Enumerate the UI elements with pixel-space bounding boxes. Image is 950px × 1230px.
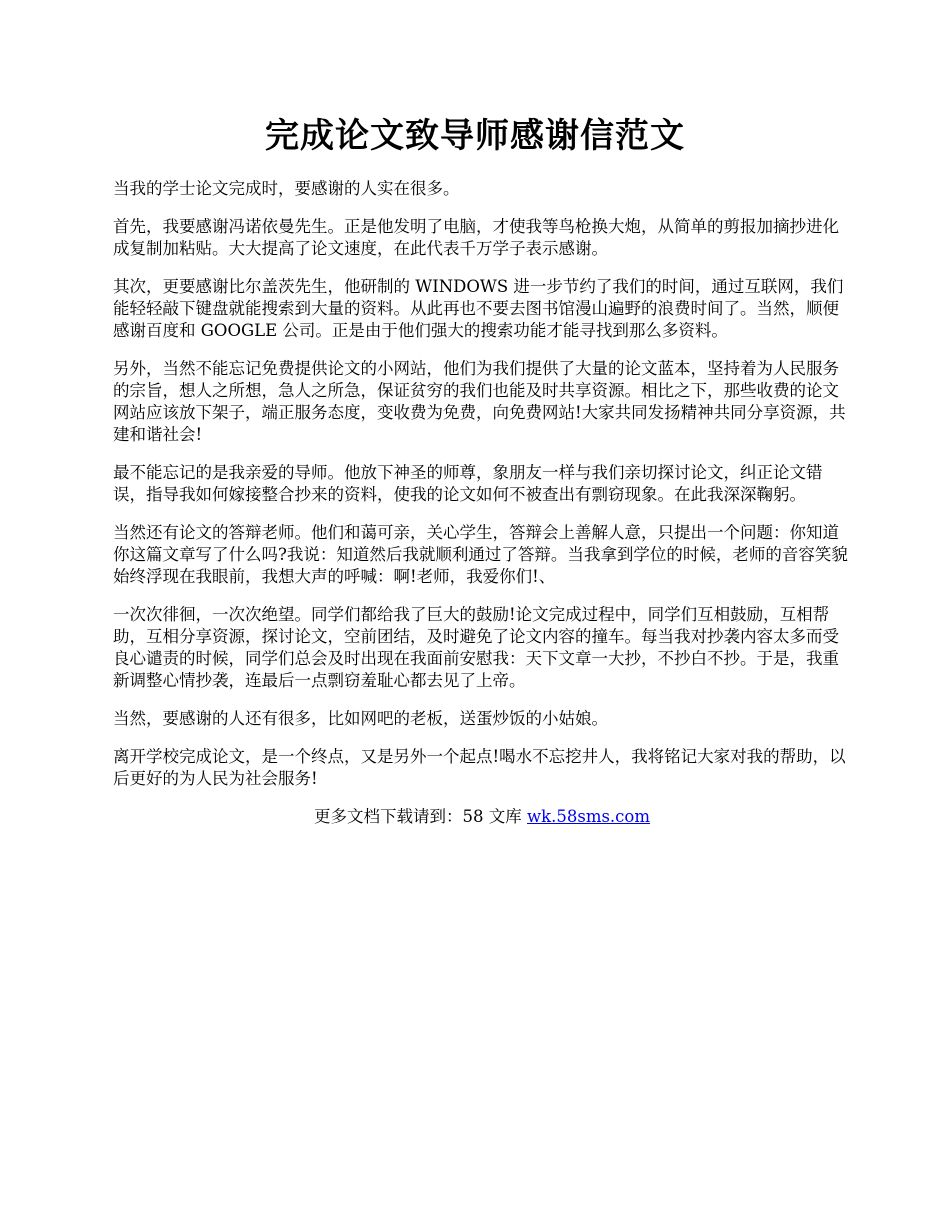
paragraph-advisor: 最不能忘记的是我亲爱的导师。他放下神圣的师尊，象朋友一样与我们亲切探讨论文，纠正论文错误，指导我如何嫁接整合抄来的资料，使我的论文如何不被查出有剽窃现象。在此我深深鞠躬。 (113, 463, 823, 504)
paragraph-free-websites: 另外，当然不能忘记免费提供论文的小网站，他们为我们提供了大量的论文蓝本，坚持着为人民服务的宗旨，想人之所想，急人之所急，保证贫穷的我们也能及时共享资源。相比之下，那些收费的论文网站应该放下架子，端正服务态度，变收费为免费，向免费网站!大家共同发扬精神共同分享资源，共建和谐社会! (113, 359, 846, 444)
footer-text: 更多文档下载请到：58 文库 (313, 807, 527, 826)
paragraph-closing: 离开学校完成论文，是一个终点，又是另外一个起点!喝水不忘挖井人，我将铭记大家对我的帮助，以后更好的为人民为社会服务! (113, 747, 846, 788)
paragraph-classmates: 一次次徘徊，一次次绝望。同学们都给我了巨大的鼓励!论文完成过程中，同学们互相鼓励，互相帮助，互相分享资源，探讨论文，空前团结，及时避免了论文内容的撞车。每当我对抄袭内容太多而受良心谴责的时候，同学们总会及时出现在我面前安慰我：天下文章一大抄，不抄白不抄。于是，我重新调整心情抄袭，连最后一点剽窃羞耻心都去见了上帝。 (113, 605, 839, 690)
paragraph-defense-teachers: 当然还有论文的答辩老师。他们和蔼可亲，关心学生，答辩会上善解人意，只提出一个问题：你知道你这篇文章写了什么吗?我说：知道然后我就顺利通过了答辩。当我拿到学位的时候，老师的音容笑貌始终浮现在我眼前，我想大声的呼喊：啊!老师，我爱你们!、 (113, 523, 848, 586)
paragraph-bill-gates: 其次，更要感谢比尔盖茨先生，他研制的 WINDOWS 进一步节约了我们的时间，通过互联网，我们能轻轻敲下键盘就能搜索到大量的资料。从此再也不要去图书馆漫山遍野的浪费时间了。当然，顺便感谢百度和 GOOGLE 公司。正是由于他们强大的搜索功能才能寻找到那么多资料。 (113, 277, 844, 340)
document-title: 完成论文致导师感谢信范文 (265, 116, 685, 156)
paragraph-others: 当然，要感谢的人还有很多，比如网吧的老板，送蛋炒饭的小姑娘。 (113, 709, 608, 728)
paragraph-intro: 当我的学士论文完成时，要感谢的人实在很多。 (113, 179, 460, 198)
download-footer (113, 806, 851, 828)
paragraph-von-neumann: 首先，我要感谢冯诺依曼先生。正是他发明了电脑，才使我等鸟枪换大炮，从简单的剪报加摘抄进化成复制加粘贴。大大提高了论文速度，在此代表千万学子表示感谢。 (113, 217, 839, 258)
document-body (113, 178, 851, 828)
footer-link[interactable]: wk.58sms.com (526, 807, 650, 826)
